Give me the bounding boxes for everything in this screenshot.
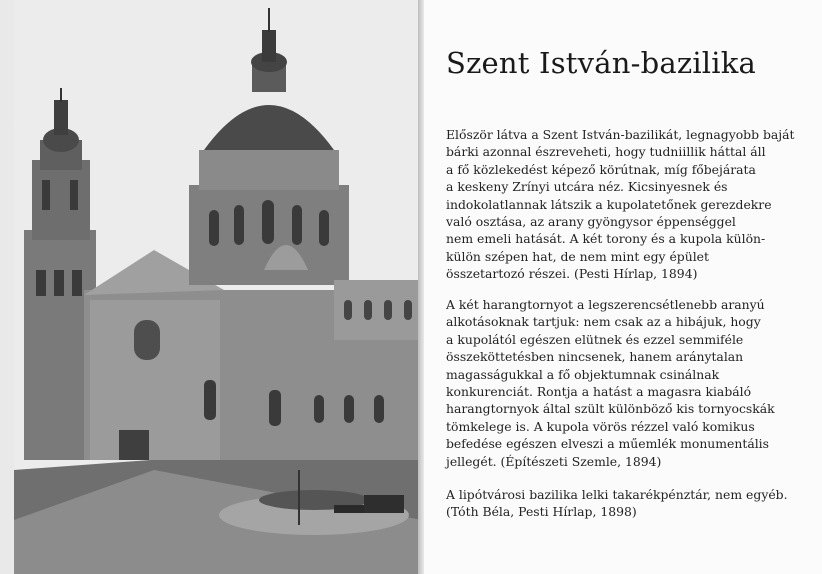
text-line: összeköttetésben nincsenek, hanem aránytalan <box>446 349 744 365</box>
basilica-illustration <box>14 0 422 574</box>
right-page <box>424 0 822 574</box>
text-line: a kupolától egészen elütnek és ezzel semmiféle <box>446 331 744 347</box>
text-line: tömkelege is. A kupola vörös rézzel való komikus <box>446 418 755 434</box>
paragraph-2 <box>446 296 818 470</box>
text-line: összetartozó részei. (Pesti Hírlap, 1894) <box>446 266 698 282</box>
paragraph-1 <box>446 126 818 283</box>
text-line: alkotásoknak tartjuk: nem csak az a hibájuk, hogy <box>446 314 761 330</box>
text-line: jellegét. (Építészeti Szemle, 1894) <box>446 453 662 469</box>
page-title: Szent István-bazilika <box>446 46 757 80</box>
text-line: magasságukkal a fő objektumnak csinálnak <box>446 366 720 382</box>
text-line: külön szépen hat, de nem mint egy épület <box>446 248 709 264</box>
text-line: A lipótvárosi bazilika lelki takarékpénztár, nem egyéb. <box>446 487 788 502</box>
text-line: bárki azonnal észreveheti, hogy tudniillik háttal áll <box>446 144 766 160</box>
text-line: a keskeny Zrínyi utcára néz. Kicsinyesnek és <box>446 179 728 195</box>
paragraph-3 <box>446 486 818 521</box>
text-line: A két harangtornyot a legszerencsétlenebb aranyú <box>446 297 765 312</box>
text-line: befedése egészen elveszi a műemlék monumentális <box>446 436 769 452</box>
basilica-photograph <box>14 0 422 574</box>
text-line: konkurenciát. Rontja a hatást a magasra kiabáló <box>446 384 752 400</box>
text-line: a fő közlekedést képező körútnak, míg főbejárata <box>446 161 756 177</box>
text-line: harangtornyok által szült különböző kis tornyocskák <box>446 401 775 417</box>
text-line: Először látva a Szent István-bazilikát, legnagyobb baját <box>446 127 795 142</box>
text-line: (Tóth Béla, Pesti Hírlap, 1898) <box>446 504 637 520</box>
text-line: nem emeli hatását. A két torony és a kupola külön- <box>446 231 766 247</box>
text-line: való osztása, az arany gyöngysor éppenséggel <box>446 214 736 230</box>
text-line: indokolatlannak látszik a kupolatetőnek gerezdekre <box>446 196 772 212</box>
